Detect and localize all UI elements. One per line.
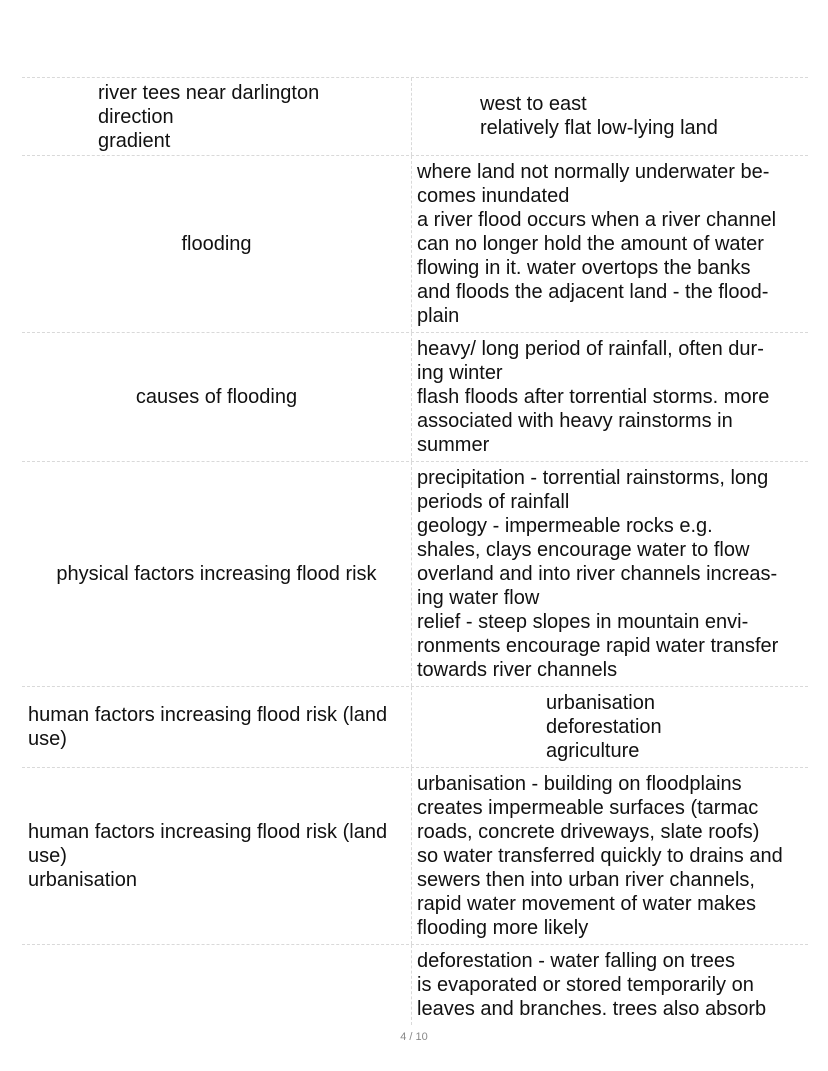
definition-line: associated with heavy rainstorms in (417, 410, 733, 432)
definition-line: flooding more likely (417, 917, 589, 939)
definition-line: can no longer hold the amount of water (417, 233, 764, 255)
table-row (22, 461, 808, 686)
definition-line: overland and into river channels increas- (417, 563, 778, 585)
definition-line: ing water flow (417, 587, 540, 609)
term-line: gradient (98, 129, 171, 152)
definition-line: is evaporated or stored temporarily on (417, 974, 754, 996)
table-row (22, 77, 808, 155)
definition-line: and floods the adjacent land - the flood- (417, 281, 769, 303)
term-line: river tees near darlington (98, 81, 320, 104)
definition-line: relief - steep slopes in mountain envi- (417, 611, 749, 633)
definition-cell (412, 156, 808, 332)
definition-cell (412, 333, 808, 461)
definition-line: heavy/ long period of rainfall, often dur- (417, 338, 764, 360)
term-line: human factors increasing flood risk (land (28, 704, 388, 726)
definition-line: ronments encourage rapid water transfer (417, 635, 779, 657)
table-row (22, 767, 808, 944)
term-line: physical factors increasing flood risk (56, 563, 377, 585)
definition-line: rapid water movement of water makes (417, 893, 757, 915)
definition-line: flowing in it. water overtops the banks (417, 257, 751, 279)
definition-line: so water transferred quickly to drains and (417, 845, 783, 867)
definition-cell (412, 687, 808, 767)
term-line: human factors increasing flood risk (land (28, 821, 388, 843)
page-indicator: 4 / 10 (400, 1031, 428, 1043)
table-row (22, 944, 808, 1025)
table-row (22, 686, 808, 767)
definition-line: leaves and branches. trees also absorb (417, 998, 767, 1020)
term-line: use) (28, 728, 67, 750)
definition-line: periods of rainfall (417, 491, 570, 513)
term-cell (22, 156, 412, 332)
definition-line: agriculture (546, 740, 640, 762)
table-row (22, 155, 808, 332)
definition-line: urbanisation - building on floodplains (417, 773, 742, 795)
definition-line: ing winter (417, 362, 503, 384)
term-cell (22, 78, 412, 155)
definition-line: relatively flat low-lying land (480, 117, 718, 139)
definition-line: shales, clays encourage water to flow (417, 539, 750, 561)
definition-line: a river flood occurs when a river channel (417, 209, 777, 231)
definition-line: deforestation - water falling on trees (417, 950, 735, 972)
term-line: flooding (181, 233, 252, 255)
definition-line: summer (417, 434, 490, 456)
definition-line: urbanisation (546, 692, 655, 714)
definition-line: comes inundated (417, 185, 570, 207)
definition-cell (412, 945, 808, 1025)
definition-line: creates impermeable surfaces (tarmac (417, 797, 759, 819)
definition-line: precipitation - torrential rainstorms, long (417, 467, 769, 489)
definition-line: towards river channels (417, 659, 618, 681)
term-cell (22, 687, 412, 767)
definition-line: geology - impermeable rocks e.g. (417, 515, 713, 537)
definition-line: sewers then into urban river channels, (417, 869, 755, 891)
definition-cell (412, 462, 808, 686)
definition-line: flash floods after torrential storms. more (417, 386, 770, 408)
definition-cell (412, 768, 808, 944)
definition-cell (412, 78, 808, 155)
table-row (22, 332, 808, 461)
definition-line: where land not normally underwater be- (417, 161, 770, 183)
definition-line: roads, concrete driveways, slate roofs) (417, 821, 760, 843)
term-line: use) (28, 845, 67, 867)
flashcard-table (22, 77, 808, 1025)
term-cell (22, 333, 412, 461)
definition-line: deforestation (546, 716, 662, 738)
term-cell (22, 945, 412, 1025)
term-cell (22, 462, 412, 686)
term-line: causes of flooding (135, 386, 298, 408)
term-cell (22, 768, 412, 944)
definition-line: west to east (480, 93, 587, 115)
term-line: urbanisation (28, 869, 137, 891)
definition-line: plain (417, 305, 460, 327)
term-line: direction (98, 105, 174, 128)
